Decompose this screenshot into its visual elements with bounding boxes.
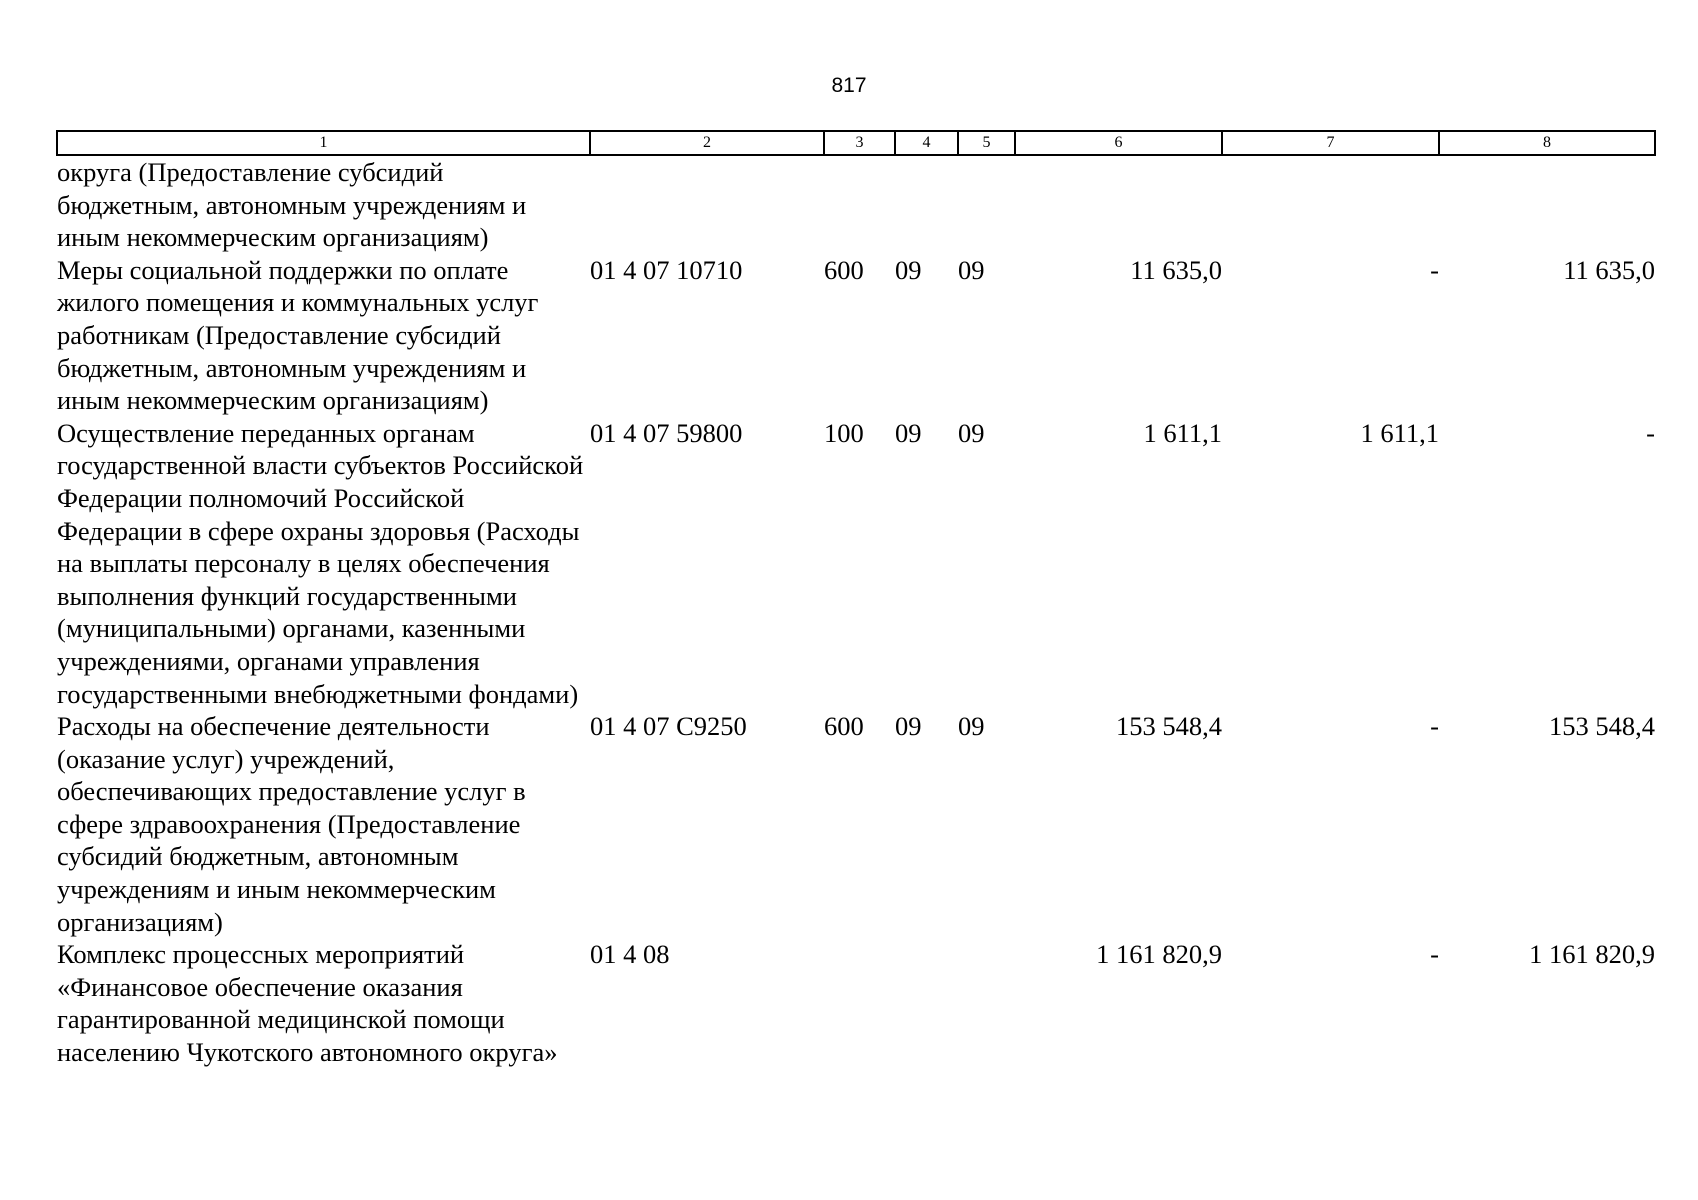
row-col6: 11 635,0 [1130, 254, 1222, 285]
row-col3: 600 [824, 254, 864, 285]
column-header: 6 [1015, 131, 1222, 155]
row-code [590, 155, 824, 254]
row-col4 [895, 938, 958, 1068]
budget-table [56, 130, 1656, 1069]
table-header-row [57, 131, 1655, 155]
row-col4: 09 [895, 711, 922, 742]
row-col6 [1015, 155, 1222, 254]
column-header: 1 [57, 131, 590, 155]
column-header: 2 [590, 131, 824, 155]
row-col7: - [1430, 939, 1439, 970]
table-row [57, 155, 1655, 254]
row-col6: 1 161 820,9 [1096, 939, 1222, 970]
row-col8: 1 161 820,9 [1529, 939, 1655, 970]
column-header: 4 [895, 131, 958, 155]
row-name: Расходы на обеспечение деятельности (оказание услуг) учреждений, обеспечивающих предоставление услуг в сфере здравоохранения (Предоставление субсидий бюджетным, автономным учреждениям и иным некоммерческим организациям) [57, 711, 526, 937]
row-col3: 100 [824, 417, 864, 448]
row-name: Меры социальной поддержки по оплате жилого помещения и коммунальных услуг работникам (Предоставление субсидий бюджетным, автономным учреждениям и иным некоммерческим организациям) [57, 254, 539, 416]
page-number: 817 [831, 74, 867, 97]
row-code: 01 4 07 С9250 [590, 711, 747, 742]
row-code: 01 4 08 [590, 939, 670, 970]
column-header: 3 [824, 131, 895, 155]
row-code: 01 4 07 10710 [590, 254, 743, 285]
row-col8: - [1646, 417, 1655, 448]
row-col3 [824, 155, 895, 254]
row-col3: 600 [824, 711, 864, 742]
row-col8: 153 548,4 [1549, 711, 1655, 742]
table-row [57, 254, 1655, 417]
row-name: Комплекс процессных мероприятий «Финансовое обеспечение оказания гарантированной медицинской помощи населению Чукотского автономного округа» [57, 939, 558, 1068]
row-col8 [1439, 155, 1655, 254]
row-name: Осуществление переданных органам государственной власти субъектов Российской Федерации полномочий Российской Федерации в сфере охраны здоровья (Расходы на выплаты персоналу в целях обеспечения выполнения функций государственными (муниципальными) органами, казенными учреждениями, органами управления государственными внебюджетными фондами) [57, 417, 584, 709]
column-header: 8 [1439, 131, 1655, 155]
row-code: 01 4 07 59800 [590, 417, 743, 448]
row-col5: 09 [958, 254, 985, 285]
row-col7: - [1430, 254, 1439, 285]
row-col6: 1 611,1 [1143, 417, 1222, 448]
row-col3 [824, 938, 895, 1068]
row-col7: - [1430, 711, 1439, 742]
row-name: округа (Предоставление субсидий бюджетным, автономным учреждениям и иным некоммерческим организациям) [57, 157, 527, 253]
table-row [57, 710, 1655, 938]
row-col4 [895, 155, 958, 254]
column-header: 7 [1222, 131, 1439, 155]
row-col7: 1 611,1 [1360, 417, 1439, 448]
row-col5 [958, 155, 1015, 254]
row-col5: 09 [958, 711, 985, 742]
row-col6: 153 548,4 [1116, 711, 1222, 742]
column-header: 5 [958, 131, 1015, 155]
row-col8: 11 635,0 [1563, 254, 1655, 285]
row-col5 [958, 938, 1015, 1068]
table-row [57, 417, 1655, 710]
row-col5: 09 [958, 417, 985, 448]
row-col7 [1222, 155, 1439, 254]
table-row [57, 938, 1655, 1068]
row-col4: 09 [895, 254, 922, 285]
row-col4: 09 [895, 417, 922, 448]
